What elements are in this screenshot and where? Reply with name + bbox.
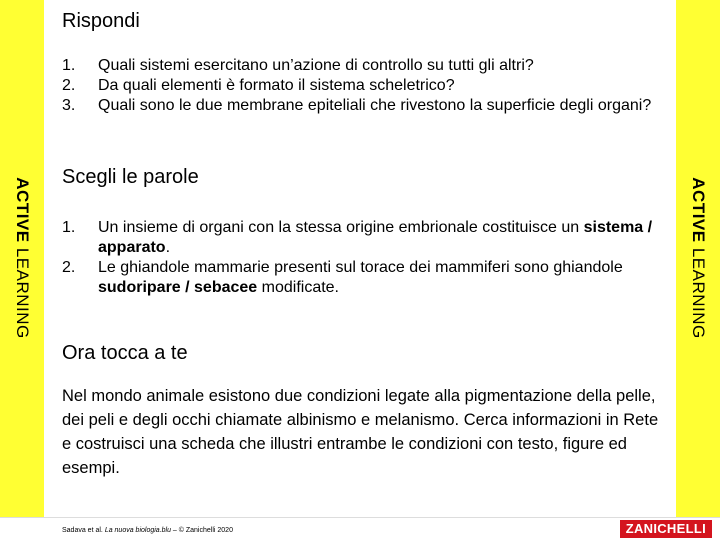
footer [0, 517, 720, 540]
list-item [62, 76, 672, 96]
credit-authors: Sadava et al. [62, 527, 105, 534]
side-label-right [676, 168, 720, 348]
item-text-end: modificate. [257, 279, 339, 296]
side-label-bold: ACTIVE [13, 177, 32, 243]
item-text: Quali sono le due membrane epiteliali che rivestono la superficie degli organi? [98, 97, 652, 114]
list-item [62, 258, 672, 298]
choice-words: sudoripare / sebacee [98, 279, 258, 296]
choice-words: sistema / apparato [98, 219, 653, 256]
item-text: Da quali elementi è formato il sistema scheletrico? [98, 77, 455, 94]
list-item [62, 96, 672, 116]
side-label-bold: ACTIVE [689, 177, 708, 243]
question-list [62, 56, 672, 116]
item-text: Quali sistemi esercitano un’azione di controllo su tutti gli altri? [98, 57, 534, 74]
section-title-scegli: Scegli le parole [62, 166, 199, 188]
credit-line [62, 527, 233, 534]
choice-list [62, 218, 672, 298]
side-label-regular: LEARNING [689, 242, 708, 339]
item-number: 1. [62, 219, 76, 236]
activity-text: Nel mondo animale esistono due condizioni legate alla pigmentazione della pelle, dei peli e degli occhi chiamate albinismo e melanismo. Cerca informazioni in Rete e costruisci una scheda che illustri entrambe le condizioni con testo, figure ed esempi. [62, 387, 659, 477]
item-number: 2. [62, 77, 76, 94]
item-number: 2. [62, 259, 76, 276]
item-number: 1. [62, 57, 76, 74]
side-label-left [0, 168, 44, 348]
item-number: 3. [62, 97, 76, 114]
item-text: Un insieme di organi con la stessa origine embrionale costituisce un [98, 219, 584, 236]
section-title-rispondi: Rispondi [62, 10, 140, 32]
credit-copyright: – © Zanichelli 2020 [170, 527, 233, 534]
item-text: Le ghiandole mammarie presenti sul torace dei mammiferi sono ghiandole [98, 259, 623, 276]
section-title-ora-tocca: Ora tocca a te [62, 342, 188, 364]
zanichelli-logo: ZANICHELLI [620, 520, 712, 538]
item-text-end: . [165, 239, 171, 256]
list-item [62, 56, 672, 76]
credit-book-title: La nuova biologia.blu [104, 527, 171, 534]
side-label-regular: LEARNING [13, 242, 32, 339]
list-item [62, 218, 672, 258]
